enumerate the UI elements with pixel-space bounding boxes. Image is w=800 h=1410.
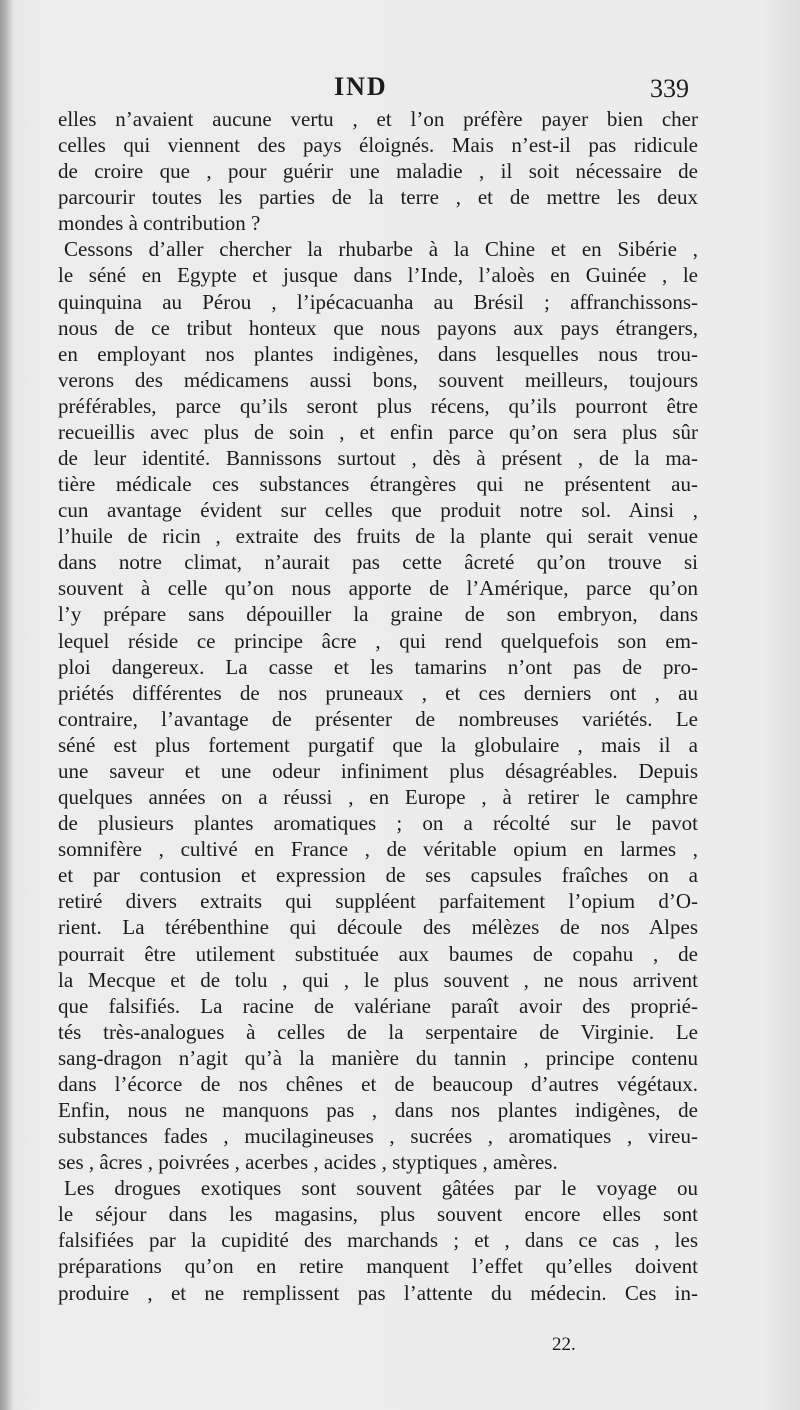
text-line: tière médicale ces substances étrangères qui ne présentent au- <box>58 472 698 497</box>
text-line: recueillis avec plus de soin , et enfin parce qu’on sera plus sûr <box>58 419 698 444</box>
text-line: verons des médicamens aussi bons, souvent meilleurs, toujours <box>58 367 698 392</box>
text-line: falsifiées par la cupidité des marchands ; et , dans ce cas , les <box>58 1228 698 1253</box>
page-gutter-shadow <box>0 0 14 1410</box>
page-number: 339 <box>650 74 689 103</box>
text-line: parcourir toutes les parties de la terre , et de mettre les deux <box>58 185 698 210</box>
text-line: le séné en Egypte et jusque dans l’Inde, l’aloès en Guinée , le <box>58 263 698 288</box>
text-line: Enfin, nous ne manquons pas , dans nos plantes indigènes, de <box>58 1097 698 1122</box>
text-line: souvent à celle qu’on nous apporte de l’Amérique, parce qu’on <box>58 576 698 601</box>
text-line: de croire que , pour guérir une maladie , il soit nécessaire de <box>58 159 698 184</box>
text-line: dans l’écorce de nos chênes et de beaucoup d’autres végétaux. <box>58 1071 698 1096</box>
text-line: contraire, l’avantage de présenter de nombreuses variétés. Le <box>58 706 698 731</box>
running-head <box>0 72 800 108</box>
text-line: elles n’avaient aucune vertu , et l’on préfère payer bien cher <box>58 107 698 131</box>
text-line: la Mecque et de tolu , qui , le plus souvent , ne nous arrivent <box>58 967 698 992</box>
text-line: celles qui viennent des pays éloignés. Mais n’est-il pas ridicule <box>58 133 698 158</box>
text-line: de leur identité. Bannissons surtout , dès à présent , de la ma- <box>58 446 698 471</box>
running-head-title: IND <box>334 72 388 101</box>
text-line: pourrait être utilement substituée aux baumes de copahu , de <box>58 941 698 966</box>
text-line: le séjour dans les magasins, plus souvent encore elles sont <box>58 1202 698 1227</box>
text-line: préparations qu’on en retire manquent l’effet qu’elles doivent <box>58 1254 698 1279</box>
text-line: ses , âcres , poivrées , acerbes , acides , styptiques , amères. <box>58 1150 558 1175</box>
text-line: mondes à contribution ? <box>58 211 261 236</box>
text-line: lequel réside ce principe âcre , qui rend quelquefois son em- <box>58 628 698 653</box>
text-line: en employant nos plantes indigènes, dans lesquelles nous trou- <box>58 341 698 366</box>
signature-mark: 22. <box>552 1334 576 1355</box>
text-line: cun avantage évident sur celles que produit notre sol. Ainsi , <box>58 498 698 523</box>
text-line: l’huile de ricin , extraite des fruits de la plante qui serait venue <box>58 524 698 549</box>
text-line: tés très-analogues à celles de la serpentaire de Virginie. Le <box>58 1019 698 1044</box>
text-line: l’y prépare sans dépouiller la graine de son embryon, dans <box>58 602 698 627</box>
text-line: produire , et ne remplissent pas l’attente du médecin. Ces in- <box>58 1280 698 1305</box>
text-line: nous de ce tribut honteux que nous payons aux pays étrangers, <box>58 315 698 340</box>
text-line: que falsifiés. La racine de valériane paraît avoir des proprié- <box>58 993 698 1018</box>
text-line: somnifère , cultivé en France , de véritable opium en larmes , <box>58 837 698 862</box>
text-line: quelques années on a réussi , en Europe , à retirer le camphre <box>58 785 698 810</box>
text-line: Cessons d’aller chercher la rhubarbe à la Chine et en Sibérie , <box>64 237 698 262</box>
text-line: une saveur et une odeur infiniment plus désagréables. Depuis <box>58 758 698 783</box>
text-line: rient. La térébenthine qui découle des mélèzes de nos Alpes <box>58 915 698 940</box>
body-text <box>58 106 698 1306</box>
text-line: quinquina au Pérou , l’ipécacuanha au Brésil ; affranchissons- <box>58 289 698 314</box>
text-line: dans notre climat, n’aurait pas cette âcreté qu’on trouve si <box>58 550 698 575</box>
text-line: et par contusion et expression de ses capsules fraîches on a <box>58 863 698 888</box>
text-line: priétés différentes de nos pruneaux , et ces derniers ont , au <box>58 680 698 705</box>
text-line: retiré divers extraits qui suppléent parfaitement l’opium d’O- <box>58 889 698 914</box>
text-line: de plusieurs plantes aromatiques ; on a récolté sur le pavot <box>58 811 698 836</box>
text-line: ploi dangereux. La casse et les tamarins n’ont pas de pro- <box>58 654 698 679</box>
text-line: sang-dragon n’agit qu’à la manière du tannin , principe contenu <box>58 1045 698 1070</box>
text-line: Les drogues exotiques sont souvent gâtées par le voyage ou <box>64 1176 698 1201</box>
text-line: préférables, parce qu’ils seront plus récens, qu’ils pourront être <box>58 393 698 418</box>
text-line: séné est plus fortement purgatif que la globulaire , mais il a <box>58 732 698 757</box>
text-line: substances fades , mucilagineuses , sucrées , aromatiques , vireu- <box>58 1124 698 1149</box>
